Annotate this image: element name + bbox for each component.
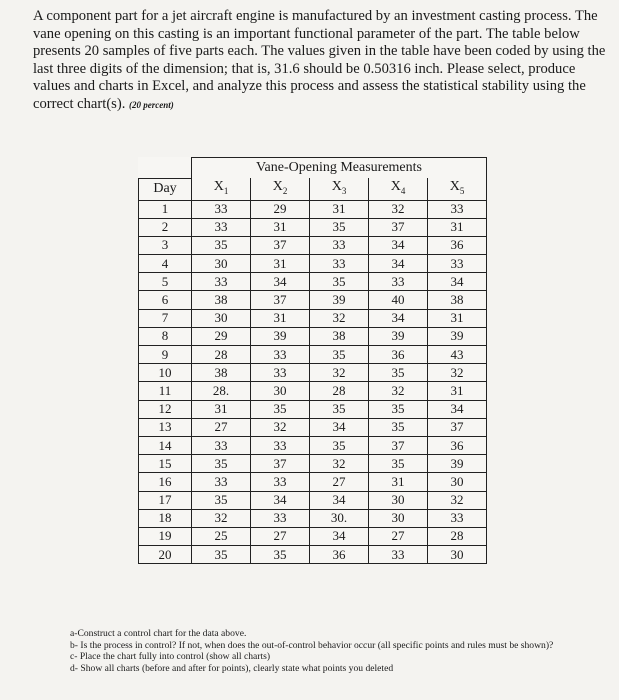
cell-x1: 38	[192, 364, 251, 382]
problem-text: A component part for a jet aircraft engine is manufactured by an investment casting process. The vane opening on this casting is an important functional parameter of the part. The table below presents 20 samples of five parts each. The values given in the table have been coded by using the last three digits of the dimension; that is, 31.6 should be 0.50316 inch. Please select, produce values and charts in Excel, and analyze this process and assess the statistical stability using the correct chart(s).	[33, 8, 606, 112]
cell-x2: 31	[251, 309, 310, 327]
column-header-x4: $X_4$	[369, 178, 428, 200]
table-row	[139, 200, 487, 218]
cell-x3: 35	[310, 346, 369, 364]
problem-statement	[33, 8, 608, 115]
table-row	[139, 400, 487, 418]
cell-x5: 34	[428, 273, 487, 291]
cell-day: 6	[139, 291, 192, 309]
cell-x3: 34	[310, 491, 369, 509]
cell-x5: 30	[428, 546, 487, 564]
cell-x3: 35	[310, 400, 369, 418]
cell-x3: 30.	[310, 509, 369, 527]
table-row	[139, 418, 487, 436]
cell-day: 1	[139, 200, 192, 218]
cell-x3: 34	[310, 527, 369, 545]
vane-opening-table	[138, 157, 487, 564]
cell-x4: 33	[369, 546, 428, 564]
cell-x3: 28	[310, 382, 369, 400]
cell-x2: 33	[251, 436, 310, 454]
cell-x1: 31	[192, 400, 251, 418]
cell-x4: 30	[369, 509, 428, 527]
cell-x4: 32	[369, 382, 428, 400]
cell-x4: 35	[369, 455, 428, 473]
cell-x3: 27	[310, 473, 369, 491]
cell-x2: 39	[251, 327, 310, 345]
cell-x1: 38	[192, 291, 251, 309]
cell-x5: 37	[428, 418, 487, 436]
cell-day: 5	[139, 273, 192, 291]
cell-x4: 37	[369, 436, 428, 454]
cell-x1: 35	[192, 491, 251, 509]
cell-x4: 30	[369, 491, 428, 509]
cell-x5: 28	[428, 527, 487, 545]
cell-x1: 33	[192, 273, 251, 291]
cell-x3: 33	[310, 255, 369, 273]
cell-x1: 27	[192, 418, 251, 436]
question-b: b- Is the process in control? If not, when does the out-of-control behavior occur (all specific points and rules must be shown)?	[70, 639, 554, 651]
cell-day: 14	[139, 436, 192, 454]
cell-day: 18	[139, 509, 192, 527]
cell-x4: 35	[369, 364, 428, 382]
cell-day: 15	[139, 455, 192, 473]
column-header-day: Day	[139, 178, 192, 200]
cell-x5: 39	[428, 455, 487, 473]
cell-day: 11	[139, 382, 192, 400]
table-row	[139, 382, 487, 400]
cell-x5: 31	[428, 309, 487, 327]
table-caption: Vane-Opening Measurements	[192, 158, 487, 179]
table-row	[139, 291, 487, 309]
cell-x2: 33	[251, 364, 310, 382]
cell-day: 16	[139, 473, 192, 491]
table-body	[139, 200, 487, 564]
cell-x4: 34	[369, 255, 428, 273]
cell-x4: 31	[369, 473, 428, 491]
table-row	[139, 491, 487, 509]
question-c: c- Place the chart fully into control (show all charts)	[70, 651, 271, 663]
cell-x1: 35	[192, 236, 251, 254]
cell-x5: 33	[428, 509, 487, 527]
table-row	[139, 436, 487, 454]
cell-x3: 38	[310, 327, 369, 345]
cell-x4: 34	[369, 236, 428, 254]
table-row	[139, 236, 487, 254]
cell-x5: 38	[428, 291, 487, 309]
cell-x2: 29	[251, 200, 310, 218]
question-a: a-Construct a control chart for the data above.	[70, 628, 247, 639]
cell-x2: 33	[251, 473, 310, 491]
table-row	[139, 473, 487, 491]
cell-x3: 35	[310, 273, 369, 291]
cell-day: 2	[139, 218, 192, 236]
column-header-x2: $X_2$	[251, 178, 310, 200]
table-row	[139, 327, 487, 345]
percent-note: (20 percent)	[129, 99, 174, 110]
cell-x3: 32	[310, 364, 369, 382]
cell-x4: 32	[369, 200, 428, 218]
column-header-x3: $X_3$	[310, 178, 369, 200]
cell-day: 17	[139, 491, 192, 509]
cell-x4: 36	[369, 346, 428, 364]
table-row	[139, 546, 487, 564]
cell-x3: 35	[310, 436, 369, 454]
table-corner-blank	[139, 158, 192, 179]
cell-x5: 32	[428, 364, 487, 382]
cell-x2: 35	[251, 400, 310, 418]
cell-x1: 35	[192, 455, 251, 473]
cell-x3: 36	[310, 546, 369, 564]
cell-x2: 33	[251, 346, 310, 364]
cell-x2: 37	[251, 236, 310, 254]
cell-x5: 36	[428, 436, 487, 454]
cell-x1: 33	[192, 436, 251, 454]
cell-x4: 35	[369, 418, 428, 436]
cell-day: 8	[139, 327, 192, 345]
cell-day: 9	[139, 346, 192, 364]
cell-x2: 31	[251, 255, 310, 273]
cell-day: 13	[139, 418, 192, 436]
cell-x1: 35	[192, 546, 251, 564]
cell-x3: 35	[310, 218, 369, 236]
question-list	[70, 628, 590, 674]
cell-x2: 37	[251, 455, 310, 473]
cell-x2: 33	[251, 509, 310, 527]
cell-day: 3	[139, 236, 192, 254]
cell-day: 10	[139, 364, 192, 382]
cell-x4: 34	[369, 309, 428, 327]
table-row	[139, 364, 487, 382]
cell-x5: 43	[428, 346, 487, 364]
cell-x1: 28	[192, 346, 251, 364]
cell-x2: 27	[251, 527, 310, 545]
table-row	[139, 218, 487, 236]
table-row	[139, 309, 487, 327]
cell-x4: 33	[369, 273, 428, 291]
cell-x2: 32	[251, 418, 310, 436]
cell-day: 19	[139, 527, 192, 545]
table-row	[139, 255, 487, 273]
cell-x5: 36	[428, 236, 487, 254]
cell-day: 7	[139, 309, 192, 327]
cell-x3: 39	[310, 291, 369, 309]
cell-x3: 32	[310, 455, 369, 473]
cell-x5: 34	[428, 400, 487, 418]
cell-x5: 30	[428, 473, 487, 491]
column-header-x1: $X_1$	[192, 178, 251, 200]
table-row	[139, 273, 487, 291]
cell-x5: 31	[428, 382, 487, 400]
cell-x4: 37	[369, 218, 428, 236]
cell-x2: 31	[251, 218, 310, 236]
question-d: d- Show all charts (before and after for points), clearly state what points you deleted	[70, 662, 394, 674]
cell-x4: 40	[369, 291, 428, 309]
cell-x3: 34	[310, 418, 369, 436]
column-header-x5: $X_5$	[428, 178, 487, 200]
cell-x1: 30	[192, 255, 251, 273]
table-row	[139, 509, 487, 527]
cell-x5: 33	[428, 200, 487, 218]
cell-x5: 33	[428, 255, 487, 273]
cell-x1: 28.	[192, 382, 251, 400]
table-row	[139, 527, 487, 545]
cell-x1: 25	[192, 527, 251, 545]
cell-x1: 33	[192, 473, 251, 491]
cell-x1: 33	[192, 200, 251, 218]
table-row	[139, 455, 487, 473]
cell-day: 20	[139, 546, 192, 564]
cell-x1: 32	[192, 509, 251, 527]
cell-x1: 30	[192, 309, 251, 327]
cell-x1: 29	[192, 327, 251, 345]
cell-x2: 30	[251, 382, 310, 400]
table-row	[139, 346, 487, 364]
cell-x5: 31	[428, 218, 487, 236]
cell-x2: 34	[251, 491, 310, 509]
cell-x4: 39	[369, 327, 428, 345]
cell-x3: 33	[310, 236, 369, 254]
cell-x2: 34	[251, 273, 310, 291]
cell-x1: 33	[192, 218, 251, 236]
cell-x5: 32	[428, 491, 487, 509]
cell-x4: 35	[369, 400, 428, 418]
cell-day: 4	[139, 255, 192, 273]
cell-x5: 39	[428, 327, 487, 345]
cell-x2: 35	[251, 546, 310, 564]
cell-day: 12	[139, 400, 192, 418]
cell-x3: 32	[310, 309, 369, 327]
cell-x2: 37	[251, 291, 310, 309]
cell-x3: 31	[310, 200, 369, 218]
cell-x4: 27	[369, 527, 428, 545]
